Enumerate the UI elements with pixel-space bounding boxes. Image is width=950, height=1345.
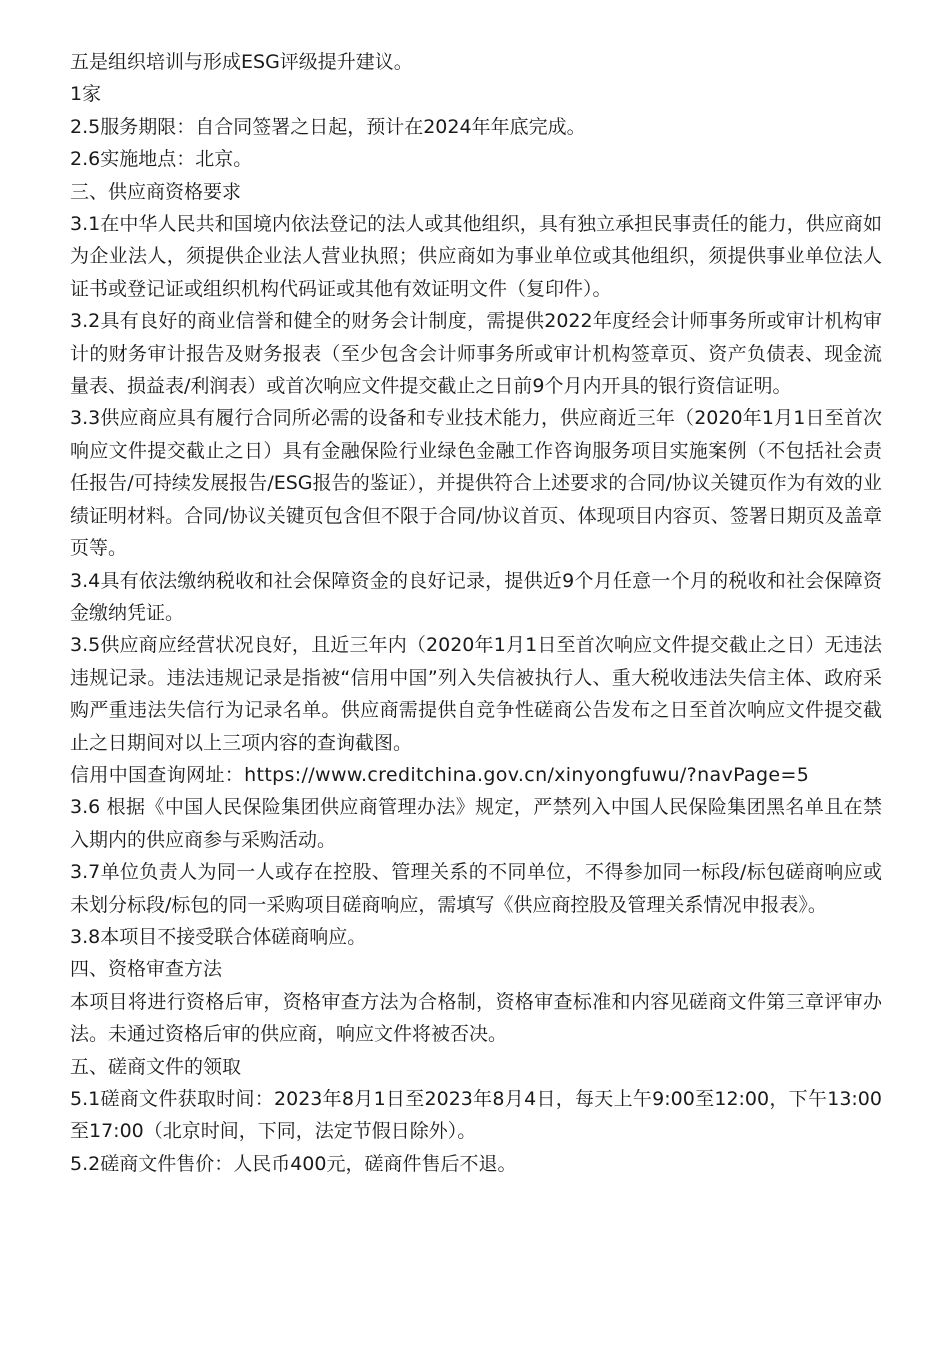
section-heading-review-method: 四、资格审查方法 (70, 958, 223, 981)
paragraph-3-2: 3.2具有良好的商业信誉和健全的财务会计制度，需提供2022年度经会计师事务所或审计机构审计的财务审计报告及财务报表（至少包含会计师事务所或审计机构签章页、资产负债表、现金流量表、损益表/利润表）或首次响应文件提交截止之日前9个月内开具的银行资信证明。 (70, 310, 882, 398)
paragraph-esg-training: 五是组织培训与形成ESG评级提升建议。 (70, 51, 413, 73)
paragraph-3-6: 3.6 根据《中国人民保险集团供应商管理办法》规定，严禁列入中国人民保险集团黑名单且在禁入期内的供应商参与采购活动。 (70, 796, 882, 851)
paragraph-3-1: 3.1在中华人民共和国境内依法登记的法人或其他组织，具有独立承担民事责任的能力，供应商如为企业法人，须提供企业法人营业执照；供应商如为事业单位或其他组织，须提供事业单位法人证书或登记证或组织机构代码证或其他有效证明文件（复印件）。 (70, 213, 882, 300)
paragraph-3-5: 3.5供应商应经营状况良好，且近三年内（2020年1月1日至首次响应文件提交截止之日）无违法违规记录。违法违规记录是指被“信用中国”列入失信被执行人、重大税收违法失信主体、政府采购严重违法失信行为记录名单。供应商需提供自竞争性磋商公告发布之日至首次响应文件提交截止之日期间对以上三项内容的查询截图。 (70, 634, 882, 754)
paragraph-location: 2.6实施地点：北京。 (70, 148, 253, 171)
paragraph-5-1: 5.1磋商文件获取时间：2023年8月1日至2023年8月4日，每天上午9:00至12:00，下午13:00至17:00（北京时间，下同，法定节假日除外）。 (70, 1088, 882, 1143)
paragraph-supplier-count: 1家 (70, 83, 102, 106)
paragraph-3-4: 3.4具有依法缴纳税收和社会保障资金的良好记录，提供近9个月任意一个月的税收和社会保障资金缴纳凭证。 (70, 569, 882, 624)
paragraph-review-method: 本项目将进行资格后审，资格审查方法为合格制，资格审查标准和内容见磋商文件第三章评审办法。未通过资格后审的供应商，响应文件将被否决。 (70, 990, 882, 1046)
paragraph-service-period: 2.5服务期限：自合同签署之日起，预计在2024年年底完成。 (70, 115, 586, 138)
section-heading-document-collection: 五、磋商文件的领取 (70, 1055, 242, 1078)
paragraph-5-2: 5.2磋商文件售价：人民币400元，磋商件售后不退。 (70, 1152, 517, 1175)
paragraph-3-3: 3.3供应商应具有履行合同所必需的设备和专业技术能力，供应商近三年（2020年1月1日至首次响应文件提交截止之日）具有金融保险行业绿色金融工作咨询服务项目实施案例（不包括社会责任报告/可持续发展报告/ESG报告的鉴证），并提供符合上述要求的合同/协议关键页作为有效的业绩证明材料。合同/协议关键页包含但不限于合同/协议首页、体现项目内容页、签署日期页及盖章页等。 (70, 407, 882, 560)
paragraph-3-7: 3.7单位负责人为同一人或存在控股、管理关系的不同单位，不得参加同一标段/标包磋商响应或未划分标段/标包的同一采购项目磋商响应，需填写《供应商控股及管理关系情况申报表》。 (70, 861, 882, 916)
document-page (70, 46, 882, 1180)
paragraph-3-8: 3.8本项目不接受联合体磋商响应。 (70, 925, 367, 948)
paragraph-credit-china-url: 信用中国查询网址：https://www.creditchina.gov.cn/xinyongfuwu/?navPage=5 (70, 763, 810, 786)
section-heading-qualifications: 三、供应商资格要求 (70, 180, 242, 203)
